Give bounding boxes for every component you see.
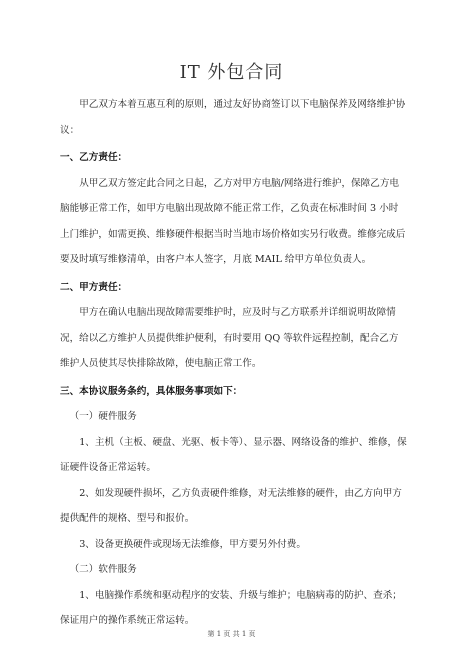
- hardware-item-3: 3、设备更换硬件或现场无法维修，甲方要另外付费。: [79, 538, 306, 550]
- document-body: [60, 92, 407, 634]
- hardware-service-title: （一）硬件服务: [69, 411, 137, 422]
- section3-heading: 三、本协议服务条约，具体服务事项如下：: [60, 385, 243, 397]
- section2-body: 甲方在确认电脑出现故障需要维护时，应及时与乙方联系并详细说明故障情况，给以乙方维护人员提供维护便利，有时要用 QQ 等软件远程控制，配合乙方维护人员使其尽快排除故障，使电脑正常工作。: [60, 307, 399, 369]
- section1-body: 从甲乙双方签定此合同之日起，乙方对甲方电脑/网络进行维护，保障乙方电脑能够正常工作，如甲方电脑出现故障不能正常工作，乙负责在标准时间 3 小时上门维护，如需更换、维修硬件根据当时当地市场价格如实另行收费。维修完成后要及时填写维修清单，由客户本人签字，月底 MAIL 给甲方单位负责人。: [60, 177, 406, 265]
- software-item-1: 1、电脑操作系统和驱动程序的安装、升级与维护；电脑病毒的防护、查杀；保证用户的操作系统正常运转。: [60, 589, 402, 626]
- software-service-title: （二）软件服务: [69, 564, 137, 575]
- document-title: IT 外包合同: [179, 62, 284, 83]
- section2-heading: 二、甲方责任：: [60, 281, 128, 293]
- hardware-item-2: 2、如发现硬件损坏，乙方负责硬件维修，对无法维修的硬件，由乙方向甲方提供配件的规格、型号和报价。: [60, 487, 402, 524]
- section1-heading: 一、乙方责任：: [60, 152, 128, 163]
- hardware-item-1: 1、主机（主板、硬盘、光驱、板卡等）、显示器、网络设备的维护、维修，保证硬件设备正常运转。: [60, 436, 407, 473]
- page-footer: 第 1 页 共 1 页: [207, 630, 256, 638]
- intro-paragraph: 甲乙双方本着互惠互利的原则，通过友好协商签订以下电脑保养及网络维护协议：: [60, 99, 406, 136]
